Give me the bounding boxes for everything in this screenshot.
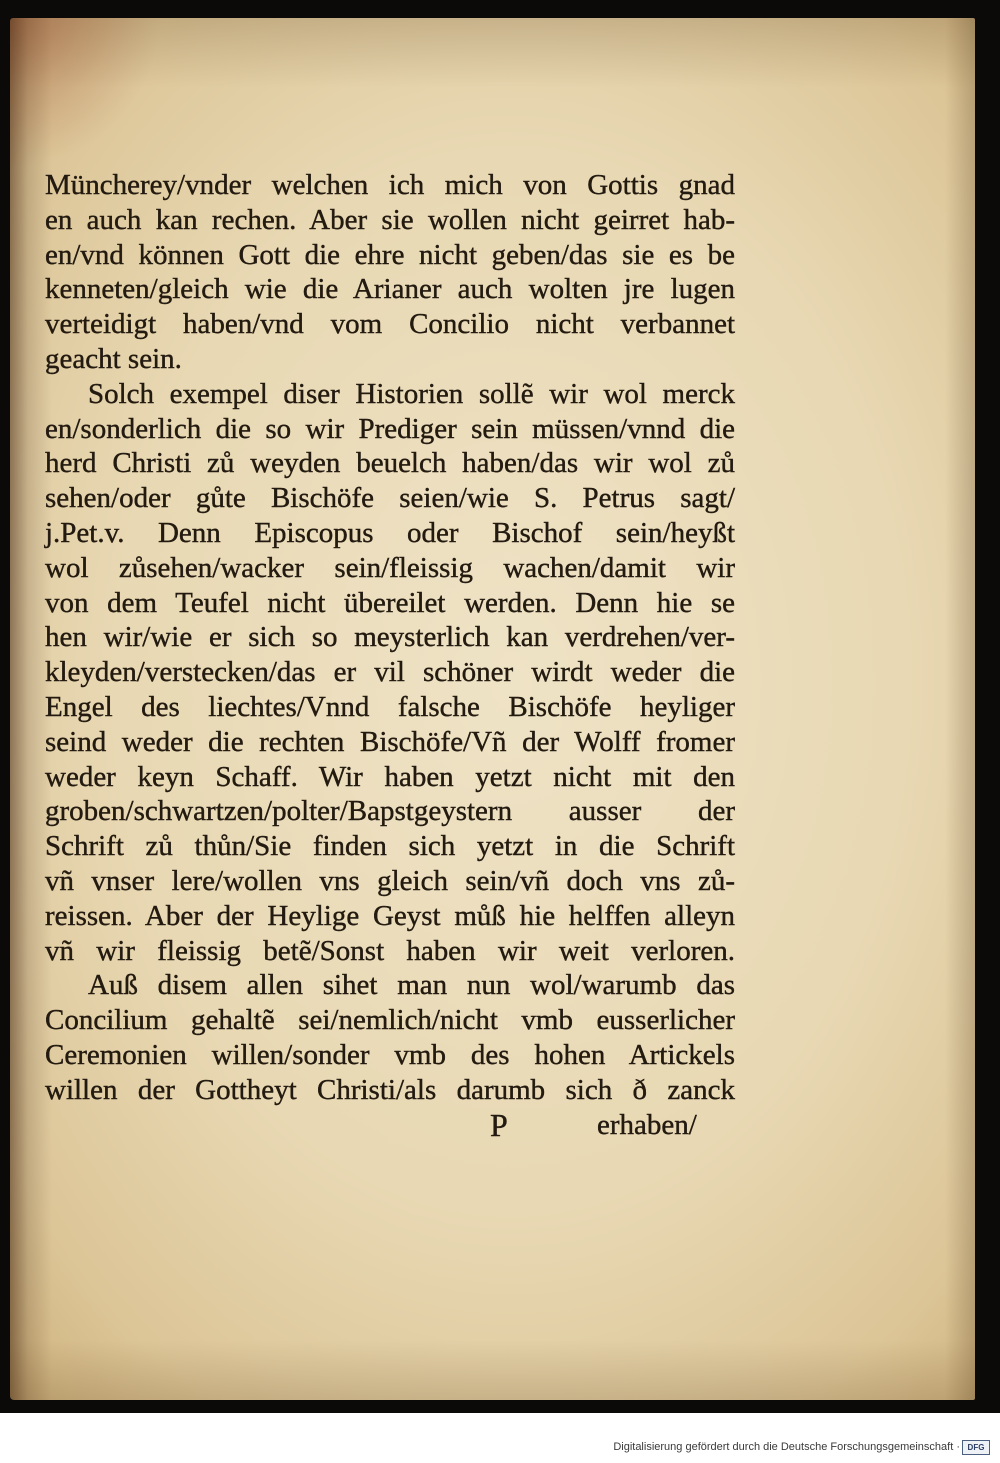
text-line: Solch exempel diser Historien sollẽ wir wol merck — [88, 377, 735, 410]
signature-mark: P — [490, 1106, 508, 1143]
text-line: Concilium gehaltẽ sei/nemlich/nicht vmb eusserlicher — [45, 1004, 735, 1037]
text-line: vñ wir fleissig betẽ/Sonst haben wir weit verloren. — [45, 934, 735, 967]
text-line: hen wir/wie er sich so meysterlich kan verdrehen/ver- — [45, 621, 735, 654]
text-line: Ceremonien willen/sonder vmb des hohen Artickels — [45, 1038, 735, 1071]
text-line: geacht sein. — [45, 342, 182, 375]
page-text — [45, 168, 735, 1142]
catchword-line — [45, 1108, 735, 1143]
text-line: Auß disem allen sihet man nun wol/warumb das — [88, 969, 735, 1002]
text-line: seind weder die rechten Bischöfe/Vñ der Wolff fromer — [45, 725, 735, 758]
text-line: wol zůsehen/wacker sein/fleissig wachen/damit wir — [45, 551, 735, 584]
text-line: kleyden/verstecken/das er vil schöner wirdt weder die — [45, 656, 735, 689]
text-line: verteidigt haben/vnd vom Concilio nicht verbannet — [45, 308, 735, 341]
text-line: en auch kan rechen. Aber sie wollen nicht geirret hab- — [45, 203, 735, 236]
text-line: reissen. Aber der Heylige Geyst můß hie helffen alleyn — [45, 899, 735, 932]
text-line: Engel des liechtes/Vnnd falsche Bischöfe heyliger — [45, 690, 735, 723]
text-line: weder keyn Schaff. Wir haben yetzt nicht mit den — [45, 760, 735, 793]
text-line: kenneten/gleich wie die Arianer auch wolten jre lugen — [45, 273, 735, 306]
text-line: von dem Teufel nicht übereilet werden. Denn hie se — [45, 586, 735, 619]
book-page — [10, 18, 975, 1400]
text-line: sehen/oder gůte Bischöfe seien/wie S. Petrus sagt/ — [45, 482, 735, 515]
text-line: Schrift zů thůn/Sie finden sich yetzt in die Schrift — [45, 830, 735, 863]
digitization-footer — [0, 1413, 1000, 1463]
text-line: vñ vnser lere/wollen vns gleich sein/vñ doch vns zů- — [45, 864, 735, 897]
text-line: en/sonderlich die so wir Prediger sein müssen/vnnd die — [45, 412, 735, 445]
catchword: erhaben/ — [597, 1108, 697, 1141]
text-line: willen der Gottheyt Christi/als darumb sich ð zanck — [45, 1073, 735, 1106]
dfg-logo: DFG — [962, 1440, 990, 1455]
text-line: groben/schwartzen/polter/Bapstgeystern ausser der — [45, 795, 735, 828]
text-line: j.Pet.v. Denn Episcopus oder Bischof sein/heyßt — [45, 516, 735, 549]
funding-credit: Digitalisierung gefördert durch die Deutsche Forschungsgemeinschaft · — [613, 1441, 960, 1453]
text-line: en/vnd können Gott die ehre nicht geben/das sie es be — [45, 238, 735, 271]
text-line: herd Christi zů weyden beuelch haben/das wir wol zů — [45, 447, 735, 480]
text-line: Müncherey/vnder welchen ich mich von Gottis gnad — [45, 169, 735, 201]
